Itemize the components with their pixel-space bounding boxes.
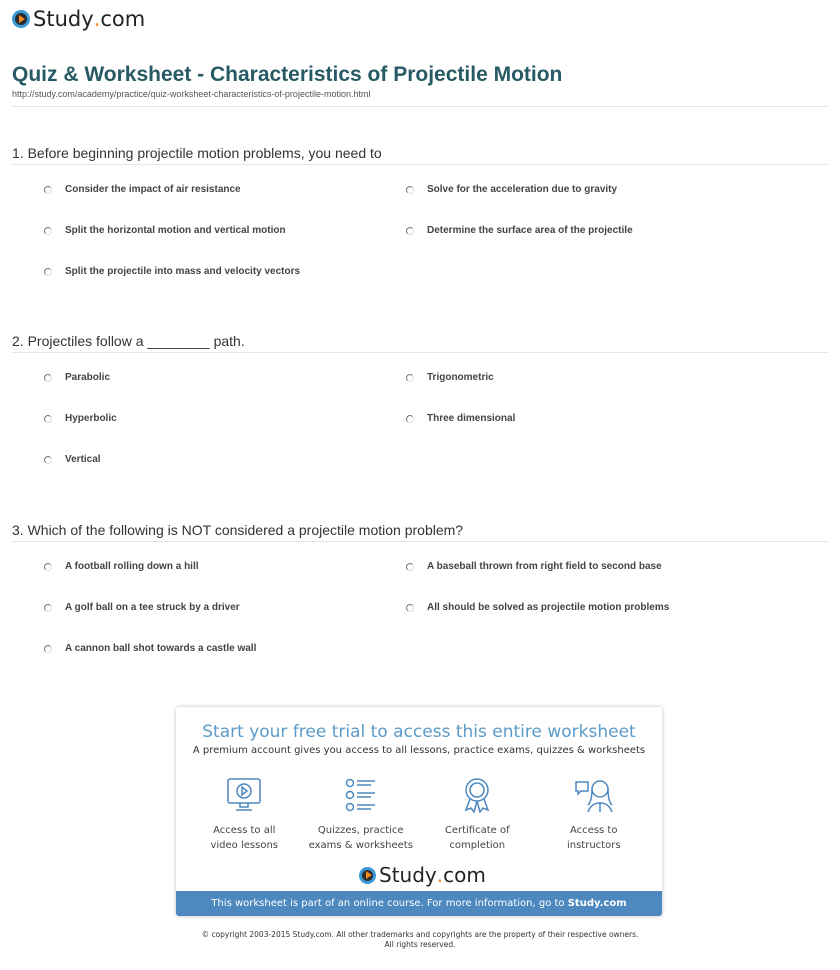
course-info-bar: This worksheet is part of an online course. For more information, go to Study.com <box>176 891 662 916</box>
radio-button-icon[interactable] <box>44 374 52 382</box>
promo-subtitle: A premium account gives you access to all lessons, practice exams, quizzes & worksheets <box>192 745 646 756</box>
feature-quizzes: Quizzes, practice exams & worksheets <box>306 777 416 853</box>
promo-heading: Start your free trial to access this entire worksheet <box>202 722 636 742</box>
video-monitor-icon <box>226 777 262 813</box>
promo-study-logo: Study . com <box>359 863 486 887</box>
radio-button-icon[interactable] <box>44 456 52 464</box>
answer-option[interactable]: Solve for the acceleration due to gravity <box>406 184 617 195</box>
answer-option[interactable]: Split the projectile into mass and velocity vectors <box>44 266 300 277</box>
play-logo-icon <box>359 867 376 884</box>
feature-certificate: Certificate of completion <box>422 777 532 853</box>
radio-button-icon[interactable] <box>44 563 52 571</box>
radio-button-icon[interactable] <box>406 186 414 194</box>
radio-button-icon[interactable] <box>44 227 52 235</box>
play-logo-icon <box>12 10 30 28</box>
divider <box>12 352 828 353</box>
promo-box <box>176 707 662 916</box>
answer-option[interactable]: Parabolic <box>44 372 110 383</box>
radio-button-icon[interactable] <box>44 645 52 653</box>
copyright: © copyright 2003-2015 Study.com. All other trademarks and copyrights are the property of their respective owners. All rights reserved. <box>201 930 639 949</box>
radio-button-icon[interactable] <box>44 604 52 612</box>
answer-option[interactable]: Trigonometric <box>406 372 494 383</box>
answer-option[interactable]: Three dimensional <box>406 413 515 424</box>
question-text: 3. Which of the following is NOT considered a projectile motion problem? <box>12 522 464 538</box>
page-url: http://study.com/academy/practice/quiz-worksheet-characteristics-of-projectile-motion.html <box>12 89 371 99</box>
radio-button-icon[interactable] <box>44 268 52 276</box>
answer-option[interactable]: A cannon ball shot towards a castle wall <box>44 643 256 654</box>
instructor-chat-icon <box>574 777 614 813</box>
radio-button-icon[interactable] <box>44 186 52 194</box>
page-title: Quiz & Worksheet - Characteristics of Projectile Motion <box>12 63 563 86</box>
radio-button-icon[interactable] <box>406 374 414 382</box>
study-logo[interactable]: Study . com <box>12 7 145 31</box>
divider <box>12 164 828 165</box>
question-text: 2. Projectiles follow a ________ path. <box>12 333 245 349</box>
answer-option[interactable]: Consider the impact of air resistance <box>44 184 241 195</box>
answer-option[interactable]: Hyperbolic <box>44 413 117 424</box>
answer-option[interactable]: A baseball thrown from right field to second base <box>406 561 662 572</box>
radio-button-icon[interactable] <box>406 227 414 235</box>
divider <box>12 106 828 107</box>
answer-option[interactable]: Determine the surface area of the projectile <box>406 225 633 236</box>
study-link[interactable]: Study.com <box>567 898 627 909</box>
feature-instructors: Access to instructors <box>539 777 649 853</box>
answer-option[interactable]: A football rolling down a hill <box>44 561 199 572</box>
checklist-icon <box>343 777 379 813</box>
answer-option[interactable]: Vertical <box>44 454 101 465</box>
radio-button-icon[interactable] <box>406 563 414 571</box>
question-text: 1. Before beginning projectile motion problems, you need to <box>12 145 382 161</box>
answer-option[interactable]: Split the horizontal motion and vertical motion <box>44 225 286 236</box>
radio-button-icon[interactable] <box>406 415 414 423</box>
certificate-ribbon-icon <box>459 777 495 813</box>
radio-button-icon[interactable] <box>44 415 52 423</box>
answer-option[interactable]: A golf ball on a tee struck by a driver <box>44 602 240 613</box>
answer-option[interactable]: All should be solved as projectile motion problems <box>406 602 669 613</box>
radio-button-icon[interactable] <box>406 604 414 612</box>
divider <box>12 541 828 542</box>
feature-video: Access to all video lessons <box>189 777 299 853</box>
